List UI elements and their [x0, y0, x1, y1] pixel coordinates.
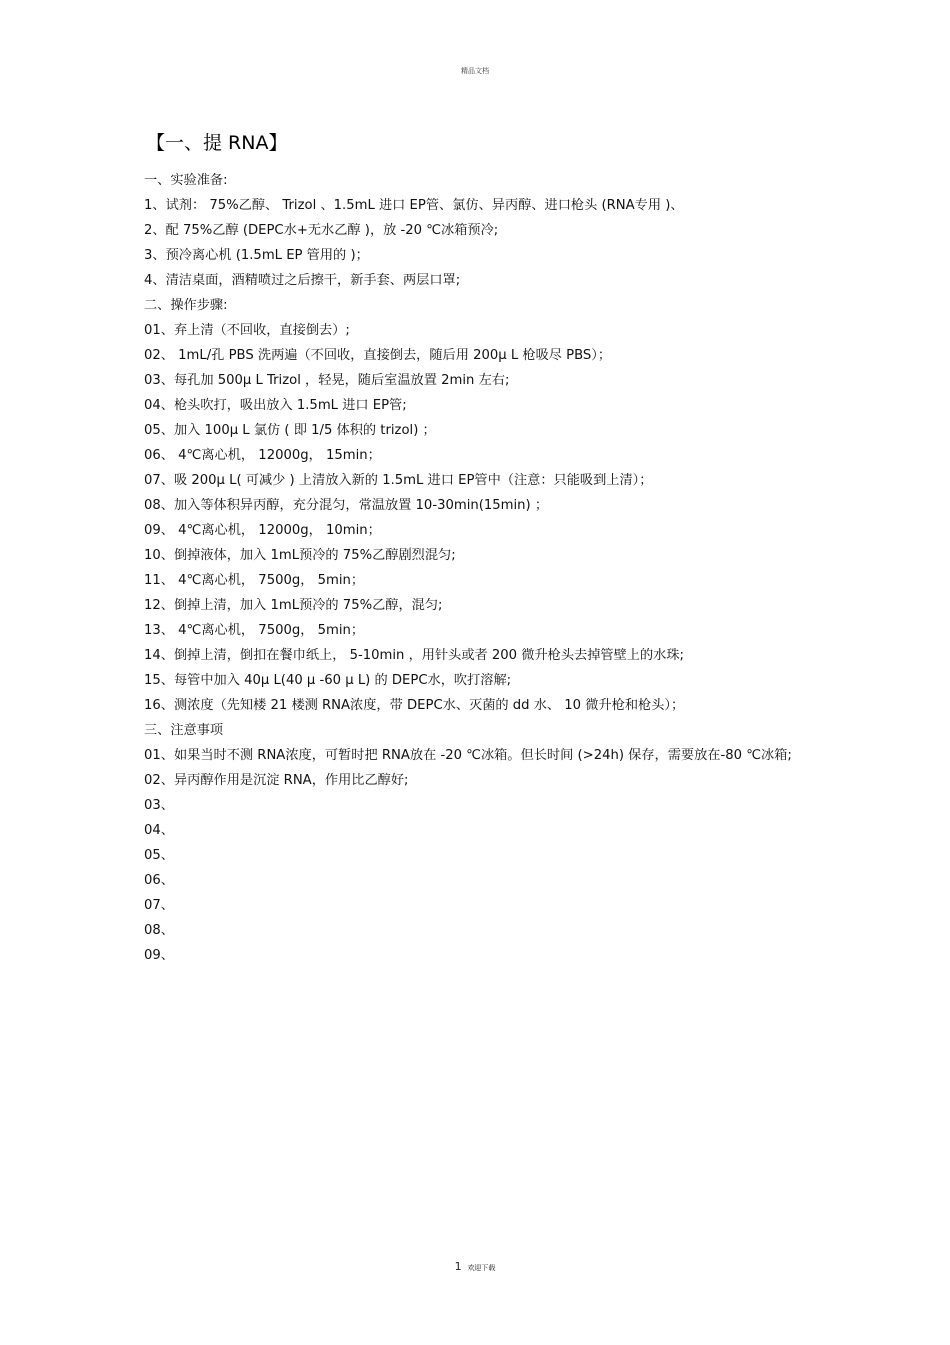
- note-item: 06、: [144, 873, 174, 888]
- prep-item: 4、清洁桌面，酒精喷过之后擦干，新手套、两层口罩;: [144, 273, 461, 288]
- note-item: 02、异丙醇作用是沉淀 RNA，作用比乙醇好;: [144, 773, 409, 788]
- page-footer: [0, 1260, 950, 1273]
- note-item: 05、: [144, 848, 174, 863]
- prep-item: 2、配 75%乙醇 (DEPC水+无水乙醇 )，放 -20 ℃冰箱预冷;: [144, 223, 499, 238]
- note-item: 09、: [144, 948, 174, 963]
- note-item: 07、: [144, 898, 174, 913]
- step-item: 10、倒掉液体，加入 1mL预冷的 75%乙醇剧烈混匀;: [144, 548, 456, 563]
- note-item: 08、: [144, 923, 174, 938]
- step-item: 06、 4℃离心机， 12000g， 15min；: [144, 448, 381, 463]
- step-item: 02、 1mL/孔 PBS 洗两遍（不回收，直接倒去，随后用 200μ L 枪吸尽 PBS）；: [144, 348, 612, 363]
- footer-text: 欢迎下载: [467, 1264, 496, 1272]
- section-heading-notes: 三、注意事项: [144, 723, 224, 738]
- step-item: 01、弃上清（不回收，直接倒去）;: [144, 323, 350, 338]
- document-body: [144, 168, 809, 968]
- page-header-note: 精品文档: [461, 67, 489, 75]
- step-item: 12、倒掉上清，加入 1mL预冷的 75%乙醇，混匀;: [144, 598, 443, 613]
- step-item: 04、枪头吹打，吸出放入 1.5mL 进口 EP管;: [144, 398, 407, 413]
- section-heading-preparation: 一、实验准备:: [144, 173, 228, 188]
- page-number: 1: [454, 1260, 462, 1273]
- note-item: 03、: [144, 798, 174, 813]
- step-item: 15、每管中加入 40μ L(40 μ -60 μ L) 的 DEPC水，吹打溶解;: [144, 673, 512, 688]
- step-item: 11、 4℃离心机， 7500g， 5min；: [144, 573, 365, 588]
- section-heading-steps: 二、操作步骤:: [144, 298, 228, 313]
- step-item: 13、 4℃离心机， 7500g， 5min；: [144, 623, 365, 638]
- note-item: 04、: [144, 823, 174, 838]
- step-item: 03、每孔加 500μ L Trizol ，轻晃，随后室温放置 2min 左右;: [144, 373, 510, 388]
- prep-item: 1、试剂： 75%乙醇、 Trizol 、1.5mL 进口 EP管、氯仿、异丙醇、进口枪头 (RNA专用 )、: [144, 198, 684, 213]
- prep-item: 3、预冷离心机 (1.5mL EP 管用的 )；: [144, 248, 369, 263]
- step-item: 14、倒掉上清，倒扣在餐巾纸上， 5-10min ，用针头或者 200 微升枪头去掉管壁上的水珠;: [144, 648, 684, 663]
- step-item: 09、 4℃离心机， 12000g， 10min；: [144, 523, 381, 538]
- step-item: 05、加入 100μ L 氯仿 ( 即 1/5 体积的 trizol) ；: [144, 423, 436, 438]
- note-item: 01、如果当时不测 RNA浓度，可暂时把 RNA放在 -20 ℃冰箱。但长时间 (>24h) 保存，需要放在-80 ℃冰箱;: [144, 748, 792, 763]
- step-item: 08、加入等体积异丙醇，充分混匀，常温放置 10-30min(15min) ；: [144, 498, 549, 513]
- step-item: 07、吸 200μ L( 可减少 ) 上清放入新的 1.5mL 进口 EP管中（注意：只能吸到上清）；: [144, 473, 653, 488]
- document-title: 【一、提 RNA】: [146, 132, 288, 154]
- step-item: 16、测浓度（先知楼 21 楼测 RNA浓度，带 DEPC水、灭菌的 dd 水、 10 微升枪和枪头）；: [144, 698, 685, 713]
